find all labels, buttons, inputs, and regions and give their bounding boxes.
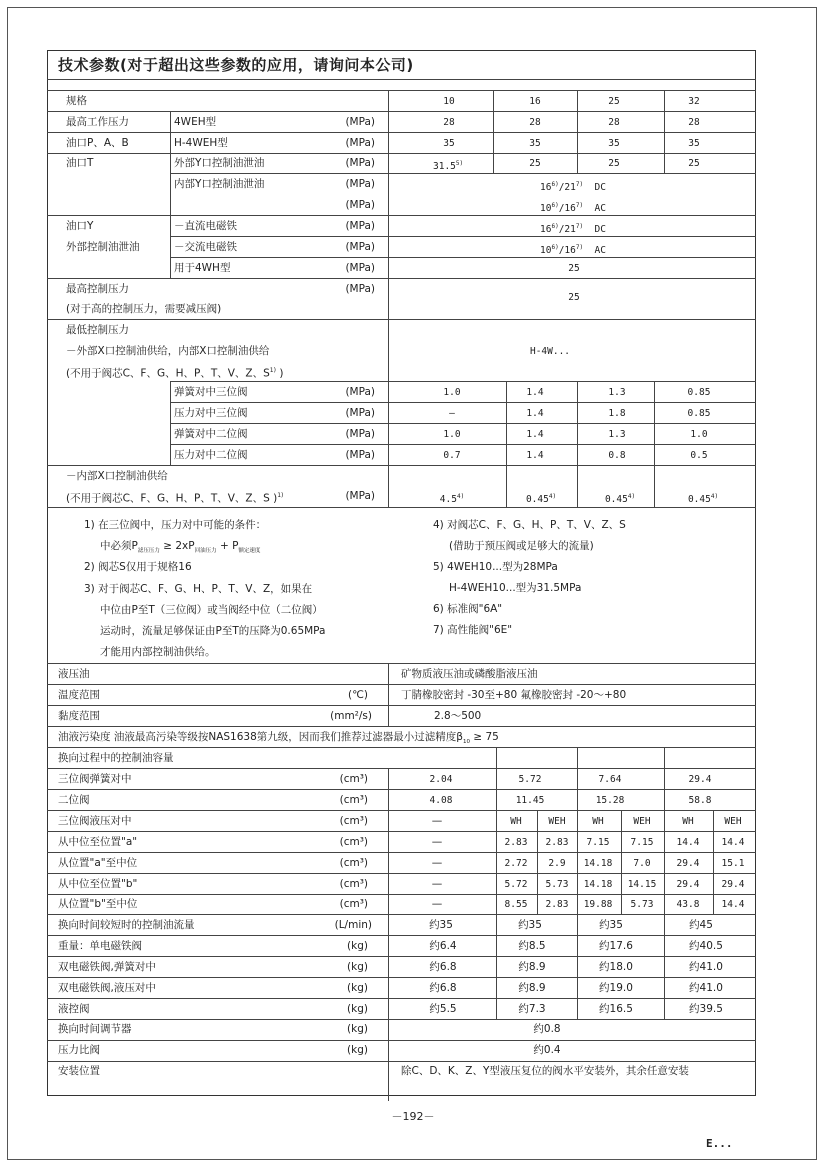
value: 28 <box>443 117 455 128</box>
mounting-label: 安装位置 <box>58 1065 100 1077</box>
pilot-min-int-note: (不用于阀芯C、F、G、H、P、T、V、Z、S )$^{1)}$ <box>66 492 284 505</box>
vol-row-label: 二位阀 <box>58 794 90 806</box>
rule <box>47 831 756 832</box>
col-head: WEH <box>724 816 742 827</box>
value: 7.0 <box>633 858 651 869</box>
weight-label: 液控阀 <box>58 1003 90 1015</box>
note-4: 4) 对阀芯C、F、G、H、P、T、V、Z、S <box>433 519 626 531</box>
value: 25 <box>608 158 620 169</box>
port-t-label: 油口T <box>66 157 94 169</box>
col-head: WH <box>510 816 522 827</box>
rule <box>664 90 665 174</box>
value: — <box>449 408 455 419</box>
rule <box>47 789 756 790</box>
pilot-min-ext-note: (不用于阀芯C、F、G、H、P、T、V、Z、$S^{1)}$ ) <box>66 367 284 380</box>
unit: (MPa) <box>345 386 375 398</box>
value: 1.4 <box>526 387 544 398</box>
value: 约16.5 <box>599 1003 633 1015</box>
unit: (MPa) <box>345 428 375 440</box>
value: 1.4 <box>526 429 544 440</box>
unit: (kg) <box>347 1044 368 1056</box>
value: 28 <box>608 117 620 128</box>
rule <box>170 257 756 258</box>
rule <box>47 852 756 853</box>
unit: (℃) <box>348 689 368 701</box>
value: — <box>431 836 443 848</box>
cleanliness: 油液污染度 油液最高污染等级按NAS1638第九级，因而我们推荐过滤器最小过滤精度$\beta_{10} \ge 75$ <box>58 731 499 746</box>
port-y-label: 油口Y <box>66 220 94 232</box>
vol-split-label: 从中位至位置"b" <box>58 878 138 890</box>
size-label: 规格 <box>66 95 87 107</box>
unit: (kg) <box>347 982 368 994</box>
value: 15.28 <box>595 795 625 806</box>
rule <box>47 810 756 811</box>
port-y-label2: 外部控制油泄油 <box>66 241 140 253</box>
col-head: WEH <box>633 816 651 827</box>
rule <box>170 381 756 382</box>
note-3-line4: 才能用内部控制油供给。 <box>100 646 216 658</box>
rule <box>388 90 389 507</box>
unit: (MPa) <box>345 178 375 190</box>
rule <box>47 914 756 915</box>
value-dc: 16$^{6)}$/21$^{7)}$ DC <box>540 181 606 194</box>
value: 2.83 <box>504 837 528 848</box>
rule <box>47 132 756 133</box>
rule <box>47 1019 756 1020</box>
value: 7.15 <box>630 837 654 848</box>
value: 25 <box>568 263 580 274</box>
note-1-formula: 中必须$P_{滤压压力} \ge 2xP_{回油压力} + P_{额定速度}$ <box>100 540 261 555</box>
value: 约40.5 <box>689 940 723 952</box>
unit: (kg) <box>347 940 368 952</box>
value: 1.3 <box>608 429 626 440</box>
value: 1.4 <box>526 450 544 461</box>
value: 约7.3 <box>518 1003 546 1015</box>
rule <box>47 90 756 91</box>
rule <box>47 998 756 999</box>
value: 11.45 <box>515 795 545 806</box>
unit: (kg) <box>347 1023 368 1035</box>
ratio-valve-label: 压力比阀 <box>58 1044 100 1056</box>
unit: (MPa) <box>345 449 375 461</box>
unit: (MPa) <box>345 220 375 232</box>
value: 约35 <box>429 919 453 931</box>
corner-mark: E... <box>706 1137 733 1150</box>
rule <box>47 1040 756 1041</box>
value: 约35 <box>599 919 623 931</box>
note-3: 3) 对于阀芯C、F、G、H、P、T、V、Z，如果在 <box>84 583 313 595</box>
value: 58.8 <box>688 795 712 806</box>
value: 14.18 <box>583 879 613 890</box>
rule <box>47 319 756 320</box>
rule <box>713 810 714 914</box>
note-7: 7) 高性能阀"6E" <box>433 624 513 636</box>
port-y-sub1: －直流电磁铁 <box>174 220 237 232</box>
unit: (cm³) <box>339 898 368 910</box>
value: 0.45$^{4)}$ <box>525 493 557 506</box>
value: — <box>431 898 443 910</box>
value: 1.0 <box>690 429 708 440</box>
pilot-row-label: 压力对中三位阀 <box>174 407 248 419</box>
unit: (cm³) <box>339 815 368 827</box>
rule <box>47 684 756 685</box>
value: 约8.9 <box>518 961 546 973</box>
pilot-min-ext: －外部X口控制油供给，内部X口控制油供给 <box>66 345 270 357</box>
value: 35 <box>608 138 620 149</box>
value: 5.72 <box>504 879 528 890</box>
rule <box>47 663 756 664</box>
rule <box>621 810 622 914</box>
value: 约39.5 <box>689 1003 723 1015</box>
rule <box>170 423 756 424</box>
value: 约19.0 <box>599 982 633 994</box>
note-3-line2: 中位由P至T（三位阀）或当阀经中位（二位阀） <box>100 604 323 616</box>
weight-label: 重量：单电磁铁阀 <box>58 940 142 952</box>
rule <box>47 79 756 80</box>
port-t-sub1: 外部Y口控制油泄油 <box>174 157 265 169</box>
value: 19.88 <box>583 899 613 910</box>
value: 约6.8 <box>429 982 457 994</box>
rule <box>388 663 389 726</box>
value: 28 <box>688 117 700 128</box>
rule <box>170 215 171 278</box>
value: 35 <box>443 138 455 149</box>
value-dc: 16$^{6)}$/21$^{7)}$ DC <box>540 223 606 236</box>
flow-label: 换向时间较短时的控制油流量 <box>58 919 195 931</box>
port-pab-label: 油口P、A、B <box>66 137 129 149</box>
unit: (MPa) <box>345 283 375 295</box>
note-6: 6) 标准阀"6A" <box>433 603 503 615</box>
unit: (L/min) <box>334 919 372 931</box>
visc-label: 黏度范围 <box>58 710 100 722</box>
size-value: 16 <box>529 96 541 107</box>
size-value: 25 <box>608 96 620 107</box>
note-2: 2) 阀芯S仅用于规格16 <box>84 561 192 573</box>
vol-split-head-label: 三位阀液压对中 <box>58 815 132 827</box>
value-ac: 10$^{6)}$/16$^{7)}$ AC <box>540 202 606 215</box>
value: 1.4 <box>526 408 544 419</box>
adjuster-label: 换向时间调节器 <box>58 1023 132 1035</box>
unit: (MPa) <box>345 407 375 419</box>
rule <box>47 705 756 706</box>
col-head: WH <box>592 816 604 827</box>
port-y-sub2: －交流电磁铁 <box>174 241 237 253</box>
rule <box>47 935 756 936</box>
unit: (kg) <box>347 1003 368 1015</box>
value: — <box>431 878 443 890</box>
unit: (cm³) <box>339 836 368 848</box>
value: 0.85 <box>687 387 711 398</box>
rule <box>47 111 756 112</box>
mounting-value: 除C、D、K、Z、Y型液压复位的阀水平安装外，其余任意安装 <box>401 1065 689 1077</box>
value: 43.8 <box>676 899 700 910</box>
unit: (MPa) <box>345 116 375 128</box>
value: 29.4 <box>688 774 712 785</box>
weight-label: 双电磁铁阀,弹簧对中 <box>58 961 156 973</box>
unit: (MPa) <box>345 490 375 502</box>
value: 7.15 <box>586 837 610 848</box>
pilot-row-label: 弹簧对中二位阀 <box>174 428 248 440</box>
rule <box>664 747 665 1019</box>
note-3-line3: 运动时，流量足够保证由P至T的压降为0.65MPa <box>100 625 326 637</box>
fluid-value: 矿物质液压油或磷酸脂液压油 <box>401 668 538 680</box>
size-value: 10 <box>443 96 455 107</box>
rule <box>537 810 538 914</box>
port-t-sub2: 内部Y口控制油泄油 <box>174 178 265 190</box>
unit: (cm³) <box>339 878 368 890</box>
max-pressure-label: 最高工作压力 <box>66 116 129 128</box>
temp-value: 丁腈橡胶密封 -30至+80 氟橡胶密封 -20～+80 <box>401 689 627 701</box>
value: 1.3 <box>608 387 626 398</box>
rule <box>47 726 756 727</box>
unit: (cm³) <box>339 794 368 806</box>
value: 5.73 <box>545 879 569 890</box>
unit: (MPa) <box>345 262 375 274</box>
col-head: WH <box>682 816 694 827</box>
rule <box>47 873 756 874</box>
value: 约6.8 <box>429 961 457 973</box>
value: 2.04 <box>429 774 453 785</box>
page-number: －192－ <box>391 1110 435 1123</box>
unit: (mm²/s) <box>330 710 372 722</box>
value: 7.64 <box>598 774 622 785</box>
value: 1.8 <box>608 408 626 419</box>
value: 5.72 <box>518 774 542 785</box>
value-ac: 10$^{6)}$/16$^{7)}$ AC <box>540 244 606 257</box>
unit: (MPa) <box>345 241 375 253</box>
rule <box>496 747 497 1019</box>
value: 0.5 <box>690 450 708 461</box>
size-value: 32 <box>688 96 700 107</box>
note-4-line2: (借助于预压阀或足够大的流量) <box>449 540 594 552</box>
rule <box>47 153 756 154</box>
vol-row-label: 三位阀弹簧对中 <box>58 773 132 785</box>
note-1: 1) 在三位阀中，压力对中可能的条件： <box>84 519 267 531</box>
value: 约45 <box>689 919 713 931</box>
value: 31.5$^{5)}$ <box>433 160 464 173</box>
port-pab-sub: H-4WEH型 <box>174 137 228 149</box>
rule <box>47 507 756 508</box>
value: 0.45$^{4)}$ <box>604 493 636 506</box>
rule <box>170 444 756 445</box>
unit: (cm³) <box>339 857 368 869</box>
value: 29.4 <box>676 879 700 890</box>
rule <box>170 111 171 153</box>
value: 2.9 <box>548 858 566 869</box>
rule <box>47 465 756 466</box>
value: 25 <box>529 158 541 169</box>
value: 2.72 <box>504 858 528 869</box>
note-5-line2: H-4WEH10...型为31.5MPa <box>449 582 582 594</box>
temp-label: 温度范围 <box>58 689 100 701</box>
value: 14.4 <box>721 837 745 848</box>
fluid-label: 液压油 <box>58 668 90 680</box>
unit: (kg) <box>347 961 368 973</box>
value: 2.83 <box>545 899 569 910</box>
pilot-min-label: 最低控制压力 <box>66 324 129 336</box>
pilot-min-int: －内部X口控制油供给 <box>66 470 168 482</box>
rule <box>170 381 171 465</box>
pilot-row-label: 压力对中二位阀 <box>174 449 248 461</box>
unit: (cm³) <box>339 773 368 785</box>
value: 35 <box>529 138 541 149</box>
vol-split-label: 从位置"b"至中位 <box>58 898 138 910</box>
pilot-max-label: 最高控制压力 <box>66 283 129 295</box>
value: 约41.0 <box>689 961 723 973</box>
value: 1.0 <box>443 429 461 440</box>
rule <box>47 278 756 279</box>
value: 1.0 <box>443 387 461 398</box>
value: 35 <box>688 138 700 149</box>
vol-split-label: 从中位至位置"a" <box>58 836 138 848</box>
value: — <box>431 815 443 827</box>
value: 0.85 <box>687 408 711 419</box>
value: 0.8 <box>608 450 626 461</box>
rule <box>47 768 756 769</box>
value: 14.18 <box>583 858 613 869</box>
value: 2.83 <box>545 837 569 848</box>
max-pressure-sub: 4WEH型 <box>174 116 217 128</box>
value: 0.7 <box>443 450 461 461</box>
vol-split-label: 从位置"a"至中位 <box>58 857 138 869</box>
rule <box>170 236 756 237</box>
value: 约0.8 <box>533 1023 561 1035</box>
rule <box>577 381 578 507</box>
value: 约5.5 <box>429 1003 457 1015</box>
unit: (MPa) <box>345 137 375 149</box>
pilot-row-label: 弹簧对中三位阀 <box>174 386 248 398</box>
rule <box>493 90 494 174</box>
value: 25 <box>688 158 700 169</box>
value: 25 <box>568 292 580 303</box>
rule <box>47 956 756 957</box>
value: 14.4 <box>676 837 700 848</box>
rule <box>506 381 507 507</box>
value: 约0.4 <box>533 1044 561 1056</box>
value: 4.5$^{4)}$ <box>439 493 465 506</box>
rule <box>388 768 389 1101</box>
rule <box>47 1061 756 1062</box>
value: 28 <box>529 117 541 128</box>
value: 约8.5 <box>518 940 546 952</box>
value: 5.73 <box>630 899 654 910</box>
rule <box>170 153 171 215</box>
col-head: WEH <box>548 816 566 827</box>
value: 约35 <box>518 919 542 931</box>
value: 0.45$^{4)}$ <box>687 493 719 506</box>
value: 约18.0 <box>599 961 633 973</box>
model: H-4W... <box>529 346 571 357</box>
value: 8.55 <box>504 899 528 910</box>
value: 29.4 <box>721 879 745 890</box>
value: 4.08 <box>429 795 453 806</box>
value: 约17.6 <box>599 940 633 952</box>
value: 约8.9 <box>518 982 546 994</box>
value: 15.1 <box>721 858 745 869</box>
visc-value: 2.8～500 <box>434 710 482 722</box>
rule <box>577 90 578 174</box>
unit: (MPa) <box>345 199 375 211</box>
rule <box>47 894 756 895</box>
value: 约41.0 <box>689 982 723 994</box>
value: 14.15 <box>627 879 657 890</box>
rule <box>654 381 655 507</box>
value: — <box>431 857 443 869</box>
pilot-volume-label: 换向过程中的控制油容量 <box>58 752 174 764</box>
rule <box>577 747 578 1019</box>
value: 29.4 <box>676 858 700 869</box>
port-y-sub3: 用于4WH型 <box>174 262 231 274</box>
weight-label: 双电磁铁阀,液压对中 <box>58 982 156 994</box>
value: 约6.4 <box>429 940 457 952</box>
note-5: 5) 4WEH10...型为28MPa <box>433 561 558 573</box>
unit: (MPa) <box>345 157 375 169</box>
pilot-max-note: (对于高的控制压力，需要减压阀) <box>66 303 222 315</box>
rule <box>47 977 756 978</box>
value: 14.4 <box>721 899 745 910</box>
page-title: 技术参数(对于超出这些参数的应用，请询问本公司) <box>58 56 414 74</box>
rule <box>170 402 756 403</box>
rule <box>47 215 756 216</box>
